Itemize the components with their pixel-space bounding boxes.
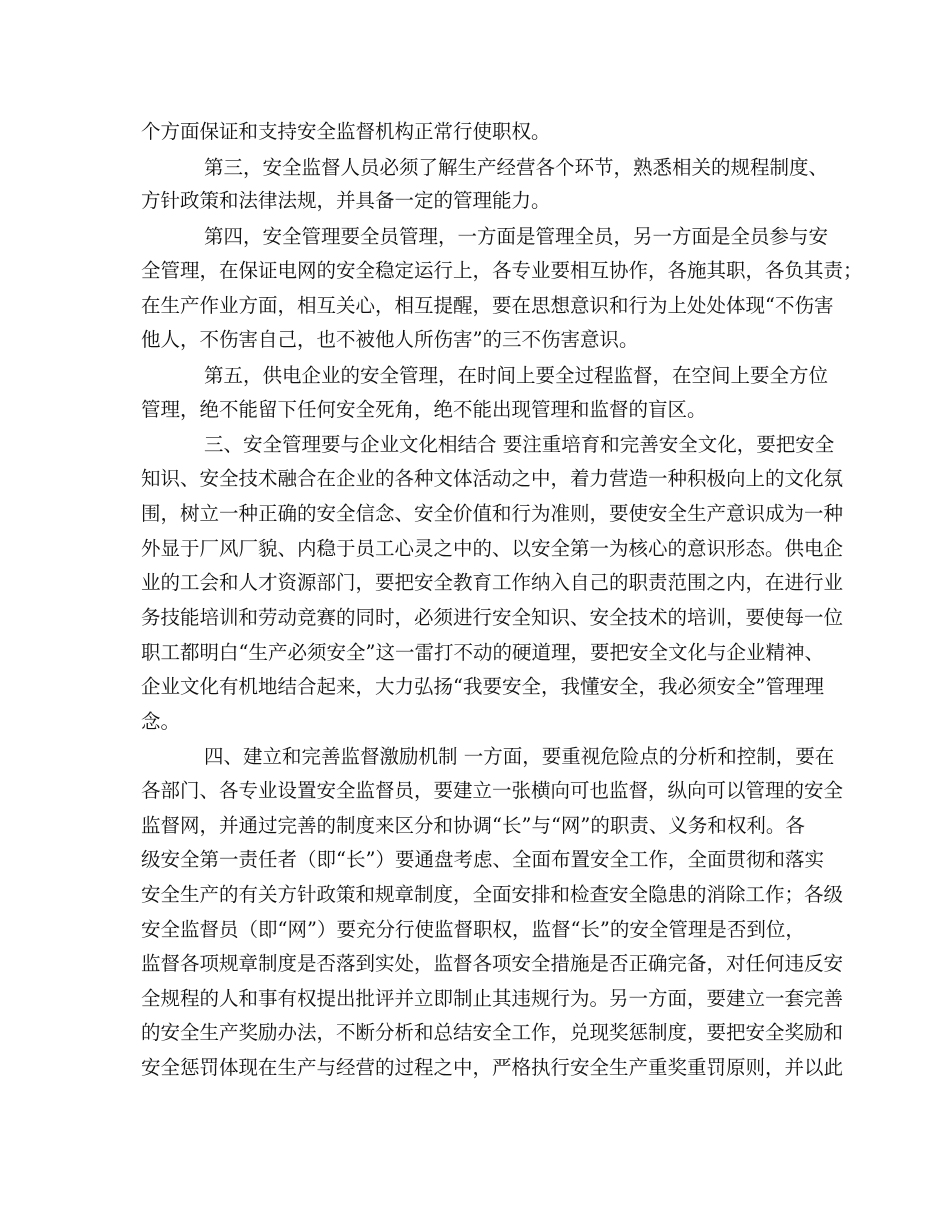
text-line: 各部门、各专业设置安全监督员，要建立一张横向可也监督，纵向可以管理的安全 xyxy=(141,779,844,802)
paragraph-3-line: 第三，安全监督人员必须了解生产经营各个环节，熟悉相关的规程制度、 xyxy=(204,156,829,179)
text-line: 企业文化有机地结合起来，大力弘扬“我要安全，我懂安全，我必须安全”管理理 xyxy=(141,675,824,698)
text-line: 监督各项规章制度是否落到实处，监督各项安全措施是否正确完备，对任何违反安 xyxy=(141,952,844,975)
text-line: 业的工会和人才资源部门，要把安全教育工作纳入自己的职责范围之内，在进行业 xyxy=(141,571,844,594)
text-line: 安全生产的有关方针政策和规章制度，全面安排和检查安全隐患的消除工作；各级 xyxy=(141,883,844,906)
text-line: 管理，绝不能留下任何安全死角，绝不能出现管理和监督的盲区。 xyxy=(141,398,707,421)
text-line: 他人，不伤害自己，也不被他人所伤害”的三不伤害意识。 xyxy=(141,328,639,351)
text-line: 监督网，并通过完善的制度来区分和协调“长”与“网”的职责、义务和权利。各 xyxy=(141,814,805,837)
text-line: 的安全生产奖励办法，不断分析和总结安全工作，兑现奖惩制度，要把安全奖励和 xyxy=(141,1021,844,1044)
section-4-heading-line: 四、建立和完善监督激励机制 一方面，要重视危险点的分析和控制，要在 xyxy=(204,745,835,768)
text-line: 安全惩罚体现在生产与经营的过程之中，严格执行安全生产重奖重罚原则，并以此 xyxy=(141,1056,844,1079)
text-line: 方针政策和法律法规，并具备一定的管理能力。 xyxy=(141,189,551,212)
text-line: 外显于厂风厂貌、内稳于员工心灵之中的、以安全第一为核心的意识形态。供电企 xyxy=(141,537,844,560)
text-line: 职工都明白“生产必须安全”这一雷打不动的硬道理，要把安全文化与企业精神、 xyxy=(141,641,824,664)
text-line: 围，树立一种正确的安全信念、安全价值和行为准则，要使安全生产意识成为一种 xyxy=(141,502,844,525)
text-line: 在生产作业方面，相互关心，相互提醒，要在思想意识和行为上处处体现“不伤害 xyxy=(141,294,834,317)
text-line: 念。 xyxy=(141,710,181,733)
text-line: 安全监督员（即“网”）要充分行使监督职权，监督“长”的安全管理是否到位， xyxy=(141,918,805,941)
text-line: 级安全第一责任者（即“长”）要通盘考虑、全面布置安全工作，全面贯彻和落实 xyxy=(141,848,824,871)
text-line: 知识、安全技术融合在企业的各种文体活动之中，着力营造一种积极向上的文化氛 xyxy=(141,467,844,490)
text-line: 全管理，在保证电网的安全稳定运行上，各专业要相互协作，各施其职，各负其责； xyxy=(141,259,863,282)
text-line: 务技能培训和劳动竞赛的同时，必须进行安全知识、安全技术的培训，要使每一位 xyxy=(141,606,844,629)
text-line: 全规程的人和事有权提出批评并立即制止其违规行为。另一方面，要建立一套完善 xyxy=(141,987,844,1010)
paragraph-5-line: 第五，供电企业的安全管理，在时间上要全过程监督，在空间上要全方位 xyxy=(204,364,829,387)
text-line: 个方面保证和支持安全监督机构正常行使职权。 xyxy=(141,120,551,143)
section-3-heading-line: 三、安全管理要与企业文化相结合 要注重培育和完善安全文化，要把安全 xyxy=(204,433,835,456)
paragraph-4-line: 第四，安全管理要全员管理，一方面是管理全员，另一方面是全员参与安 xyxy=(204,225,829,248)
